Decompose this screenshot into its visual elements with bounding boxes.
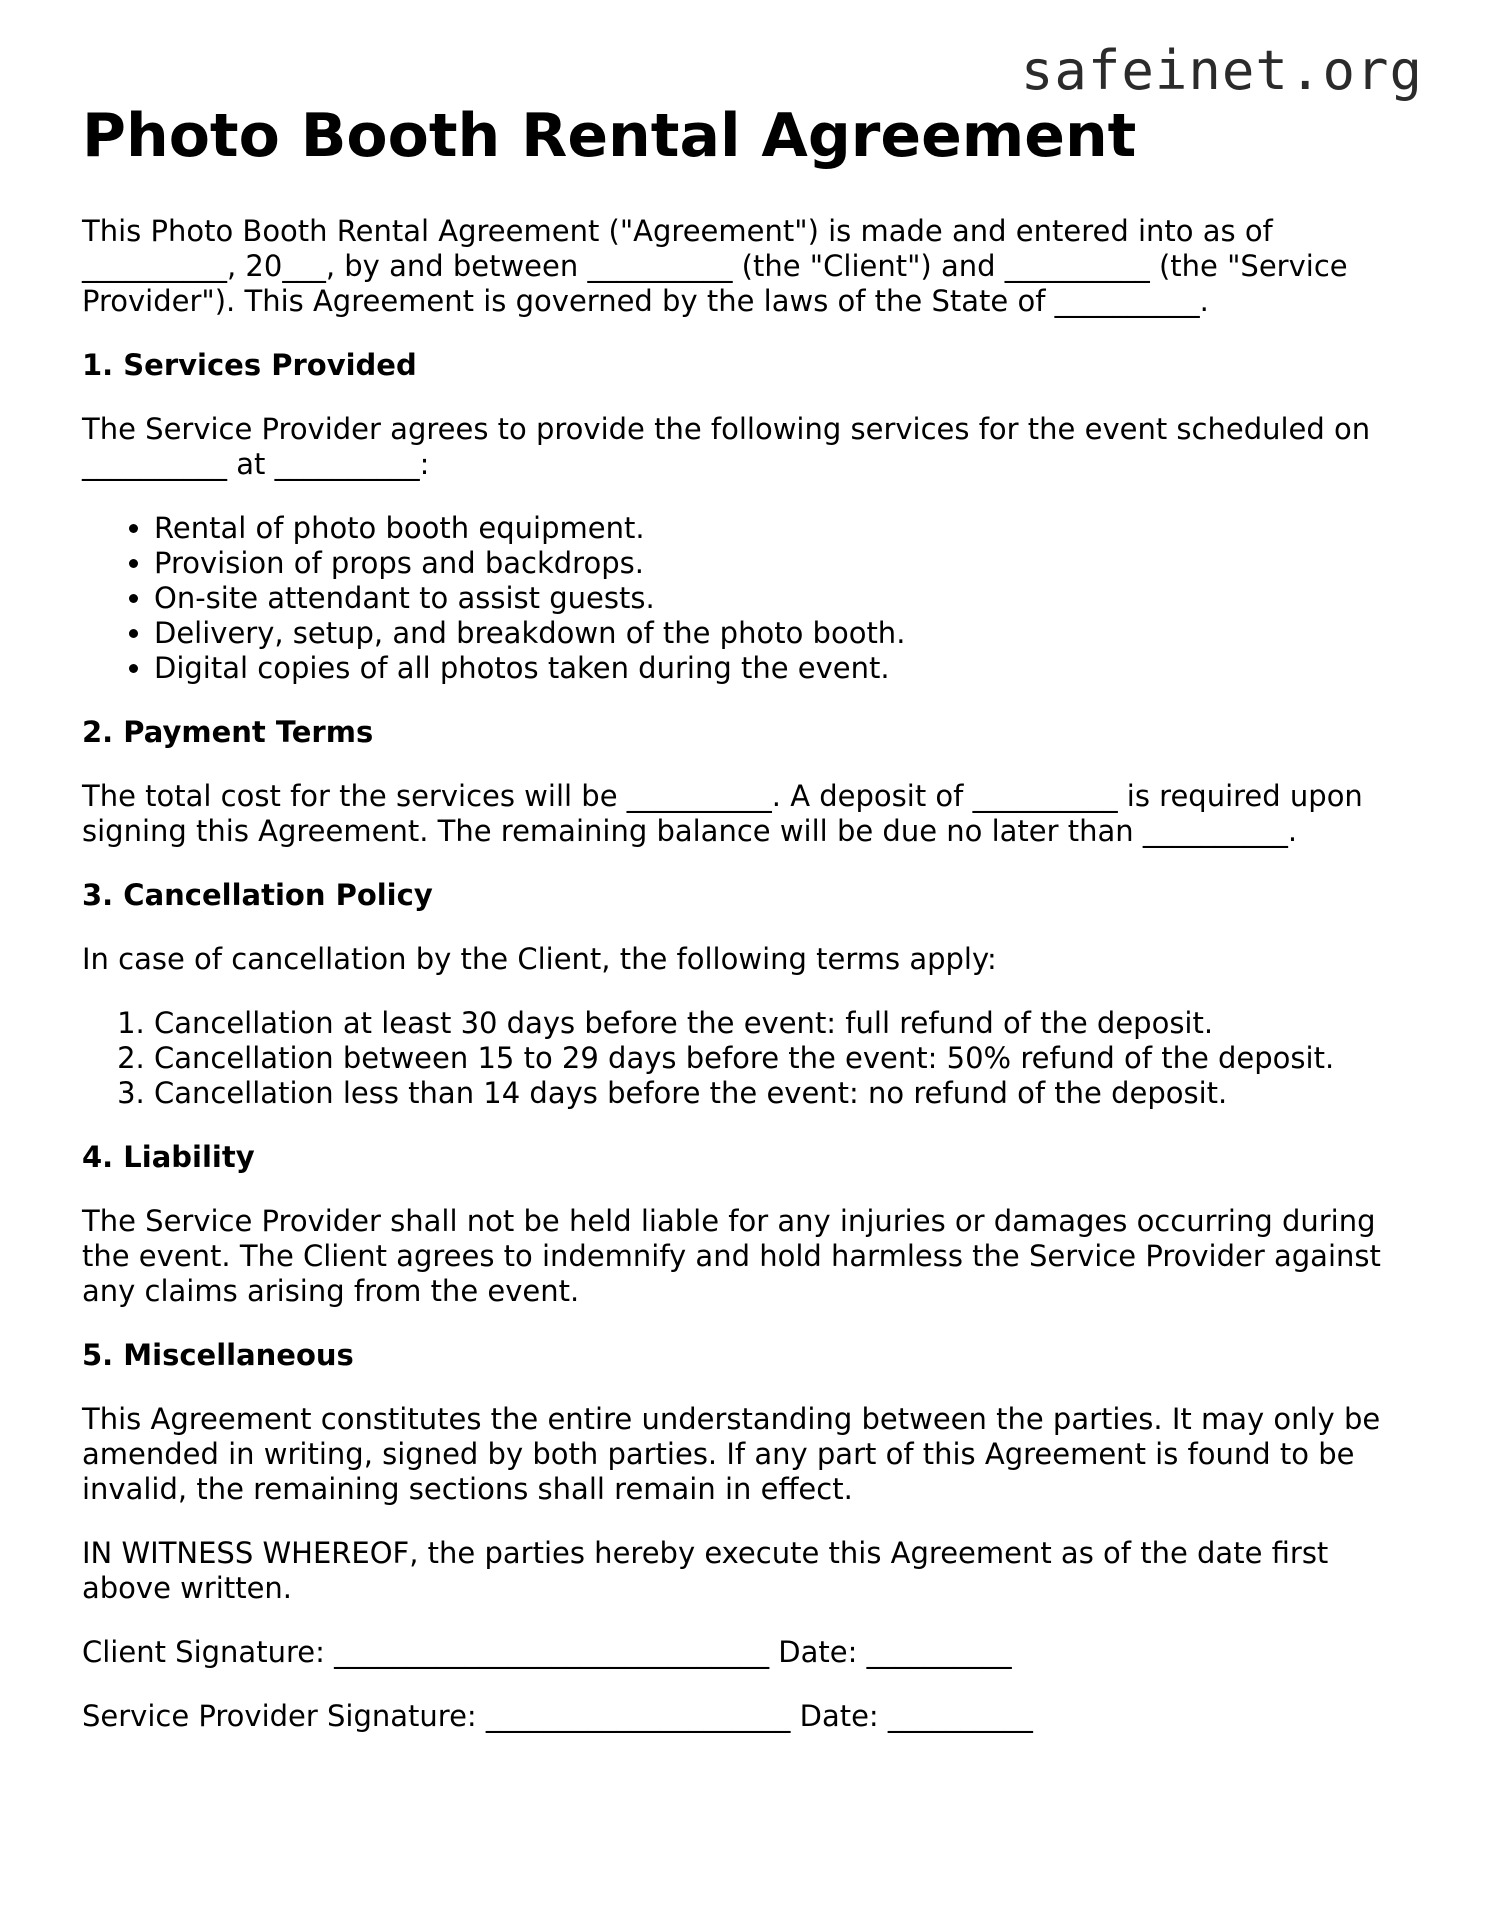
document-title: Photo Booth Rental Agreement <box>82 101 1137 171</box>
list-item: • On-site attendant to assist guests. <box>154 581 1412 616</box>
list-item: 1. Cancellation at least 30 days before the event: full refund of the deposit. <box>154 1006 1412 1041</box>
payment-paragraph: The total cost for the services will be __________. A deposit of __________ is required upon signing this Agreement. The remaining balance will be due no later than __________. <box>82 779 1363 848</box>
services-list <box>82 511 1412 686</box>
misc-heading: 5. Miscellaneous <box>82 1338 354 1372</box>
list-item: • Delivery, setup, and breakdown of the photo booth. <box>154 616 1412 651</box>
list-item: 3. Cancellation less than 14 days before the event: no refund of the deposit. <box>154 1076 1412 1111</box>
list-item: • Digital copies of all photos taken during the event. <box>154 651 1412 686</box>
cancellation-paragraph: In case of cancellation by the Client, the following terms apply: <box>82 942 997 976</box>
list-item: • Provision of props and backdrops. <box>154 546 1412 581</box>
list-item: • Rental of photo booth equipment. <box>154 511 1412 546</box>
liability-paragraph: The Service Provider shall not be held liable for any injuries or damages occurring during the event. The Client agrees to indemnify and hold harmless the Service Provider against any claims arising from the event. <box>82 1204 1381 1308</box>
liability-heading: 4. Liability <box>82 1140 255 1174</box>
intro-paragraph: This Photo Booth Rental Agreement ("Agreement") is made and entered into as of __________, 20___, by and between __________ (the "Client") and __________ (the "Service Provider"). This Agreement is governed by the laws of the State of __________. <box>82 214 1348 318</box>
services-paragraph: The Service Provider agrees to provide the following services for the event scheduled on __________ at __________: <box>82 412 1371 481</box>
provider-signature-line: Service Provider Signature: _____________________ Date: __________ <box>82 1699 1033 1733</box>
services-heading: 1. Services Provided <box>82 348 417 382</box>
document <box>82 100 1412 1763</box>
cancellation-list <box>82 1006 1412 1111</box>
misc-paragraph: This Agreement constitutes the entire understanding between the parties. It may only be amended in writing, signed by both parties. If any part of this Agreement is found to be invalid, the remaining sections shall remain in effect. <box>82 1402 1381 1506</box>
watermark: safeinet.org <box>1020 39 1423 102</box>
witness-paragraph: IN WITNESS WHEREOF, the parties hereby execute this Agreement as of the date first above written. <box>82 1536 1329 1605</box>
cancellation-heading: 3. Cancellation Policy <box>82 878 433 912</box>
client-signature-line: Client Signature: ______________________________ Date: __________ <box>82 1635 1012 1669</box>
payment-heading: 2. Payment Terms <box>82 715 374 749</box>
list-item: 2. Cancellation between 15 to 29 days before the event: 50% refund of the deposit. <box>154 1041 1412 1076</box>
